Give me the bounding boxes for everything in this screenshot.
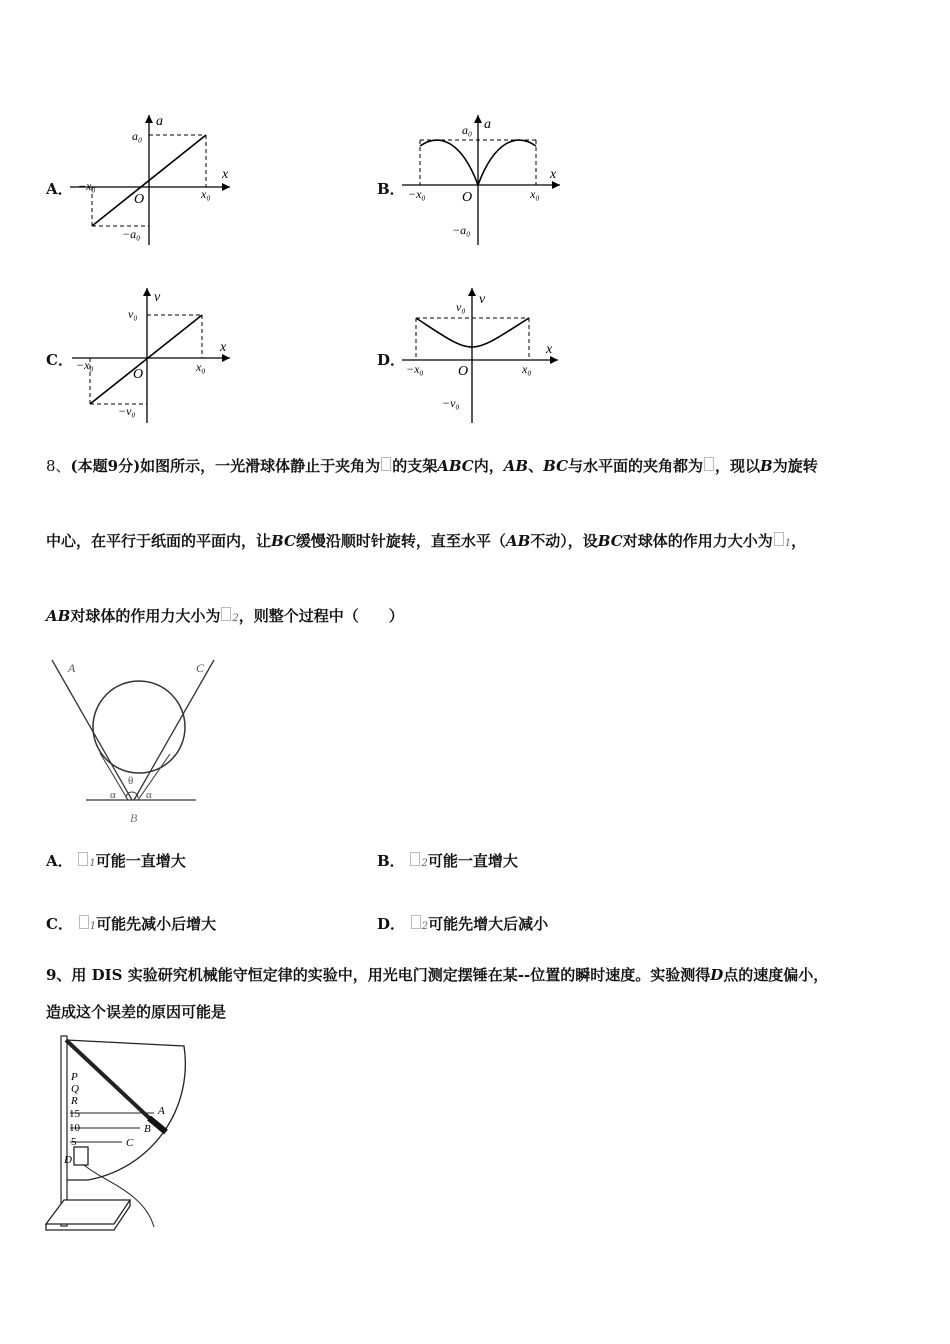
- svg-text:O: O: [462, 190, 473, 205]
- svg-text:x: x: [546, 342, 553, 357]
- graph-a: [70, 110, 250, 260]
- alpha-placeholder: [704, 457, 714, 471]
- svg-text:Q: Q: [71, 1083, 79, 1095]
- svg-text:x: x: [222, 167, 229, 182]
- stand-pole: [61, 1036, 67, 1226]
- svg-text:x₀: x₀: [201, 187, 211, 201]
- graph-b: [400, 110, 580, 260]
- svg-text:x₀: x₀: [196, 360, 206, 374]
- option-b-label: B．: [377, 180, 405, 198]
- svg-text:−a₀: −a₀: [122, 227, 141, 241]
- q8-figure: [46, 652, 226, 827]
- svg-text:15: 15: [69, 1108, 80, 1120]
- svg-text:x: x: [550, 167, 557, 182]
- q8-option-d[interactable]: D． 2可能先增大后减小: [377, 915, 549, 933]
- svg-text:10: 10: [69, 1122, 80, 1134]
- svg-text:D: D: [64, 1154, 72, 1166]
- theta-placeholder: [381, 457, 391, 471]
- svg-text:v: v: [154, 290, 161, 305]
- q8-option-a[interactable]: A． 1可能一直增大: [46, 852, 186, 870]
- option-c-label: C．: [46, 351, 73, 369]
- svg-text:v: v: [479, 292, 486, 307]
- q9-line-1: 9、用 DIS 实验研究机械能守恒定律的实验中，用光电门测定摆锤在某--位置的瞬时速度。实验测得D点的速度偏小，: [46, 966, 829, 984]
- svg-text:θ: θ: [128, 775, 134, 787]
- svg-text:−x₀: −x₀: [406, 362, 424, 376]
- svg-text:x: x: [220, 340, 227, 355]
- svg-text:v₀: v₀: [128, 307, 138, 321]
- svg-text:C: C: [196, 661, 205, 675]
- svg-text:O: O: [134, 192, 145, 207]
- q8-line-3: AB对球体的作用力大小为 2，则整个过程中（ ）: [46, 607, 404, 625]
- svg-text:a: a: [484, 117, 491, 132]
- svg-text:x₀: x₀: [530, 187, 540, 201]
- svg-text:−a₀: −a₀: [452, 223, 471, 237]
- f-placeholder: [221, 607, 231, 621]
- photogate: [74, 1147, 88, 1165]
- pendulum-rod: [66, 1040, 162, 1130]
- graph-c: [72, 283, 252, 433]
- base: [46, 1200, 130, 1224]
- svg-text:B: B: [130, 811, 138, 825]
- q8-line-1: 8、(本题9分)如图所示，一光滑球体静止于夹角为 的支架ABC内，AB、BC与水平面的夹角都为 ，现以B为旋转: [46, 457, 818, 475]
- ball: [93, 681, 185, 773]
- svg-text:R: R: [71, 1095, 78, 1107]
- svg-text:a₀: a₀: [462, 123, 473, 137]
- svg-text:−v₀: −v₀: [442, 396, 460, 410]
- q9-figure: [44, 1032, 194, 1237]
- svg-text:−x₀: −x₀: [408, 187, 426, 201]
- svg-text:α: α: [146, 789, 152, 801]
- svg-text:A: A: [158, 1105, 165, 1117]
- f-placeholder: [774, 532, 784, 546]
- svg-text:v₀: v₀: [456, 300, 466, 314]
- svg-text:C: C: [126, 1137, 134, 1149]
- q9-line-2: 造成这个误差的原因可能是: [46, 1003, 227, 1021]
- svg-text:−v₀: −v₀: [118, 404, 136, 418]
- graph-d: [402, 283, 582, 433]
- svg-text:O: O: [458, 364, 469, 379]
- option-a-label: A．: [46, 180, 73, 198]
- q8-option-c[interactable]: C． 1可能先减小后增大: [46, 915, 217, 933]
- svg-text:P: P: [71, 1071, 78, 1083]
- svg-text:a: a: [156, 114, 163, 129]
- svg-text:−x₀: −x₀: [76, 358, 94, 372]
- q8-line-2: 中心，在平行于纸面的平面内，让BC缓慢沿顺时针旋转，直至水平（AB不动），设BC对球体的作用力大小为 1，: [46, 532, 807, 550]
- svg-text:α: α: [110, 789, 116, 801]
- q8-option-b[interactable]: B． 2可能一直增大: [377, 852, 518, 870]
- svg-text:a₀: a₀: [132, 129, 143, 143]
- svg-text:B: B: [144, 1123, 151, 1135]
- svg-text:5: 5: [71, 1136, 77, 1148]
- option-d-label: D．: [377, 351, 406, 369]
- svg-text:A: A: [68, 661, 76, 675]
- support-ab: [52, 660, 132, 800]
- graph-line: [90, 315, 202, 404]
- svg-text:−x₀: −x₀: [78, 179, 96, 193]
- svg-text:O: O: [133, 367, 144, 382]
- svg-text:x₀: x₀: [522, 362, 532, 376]
